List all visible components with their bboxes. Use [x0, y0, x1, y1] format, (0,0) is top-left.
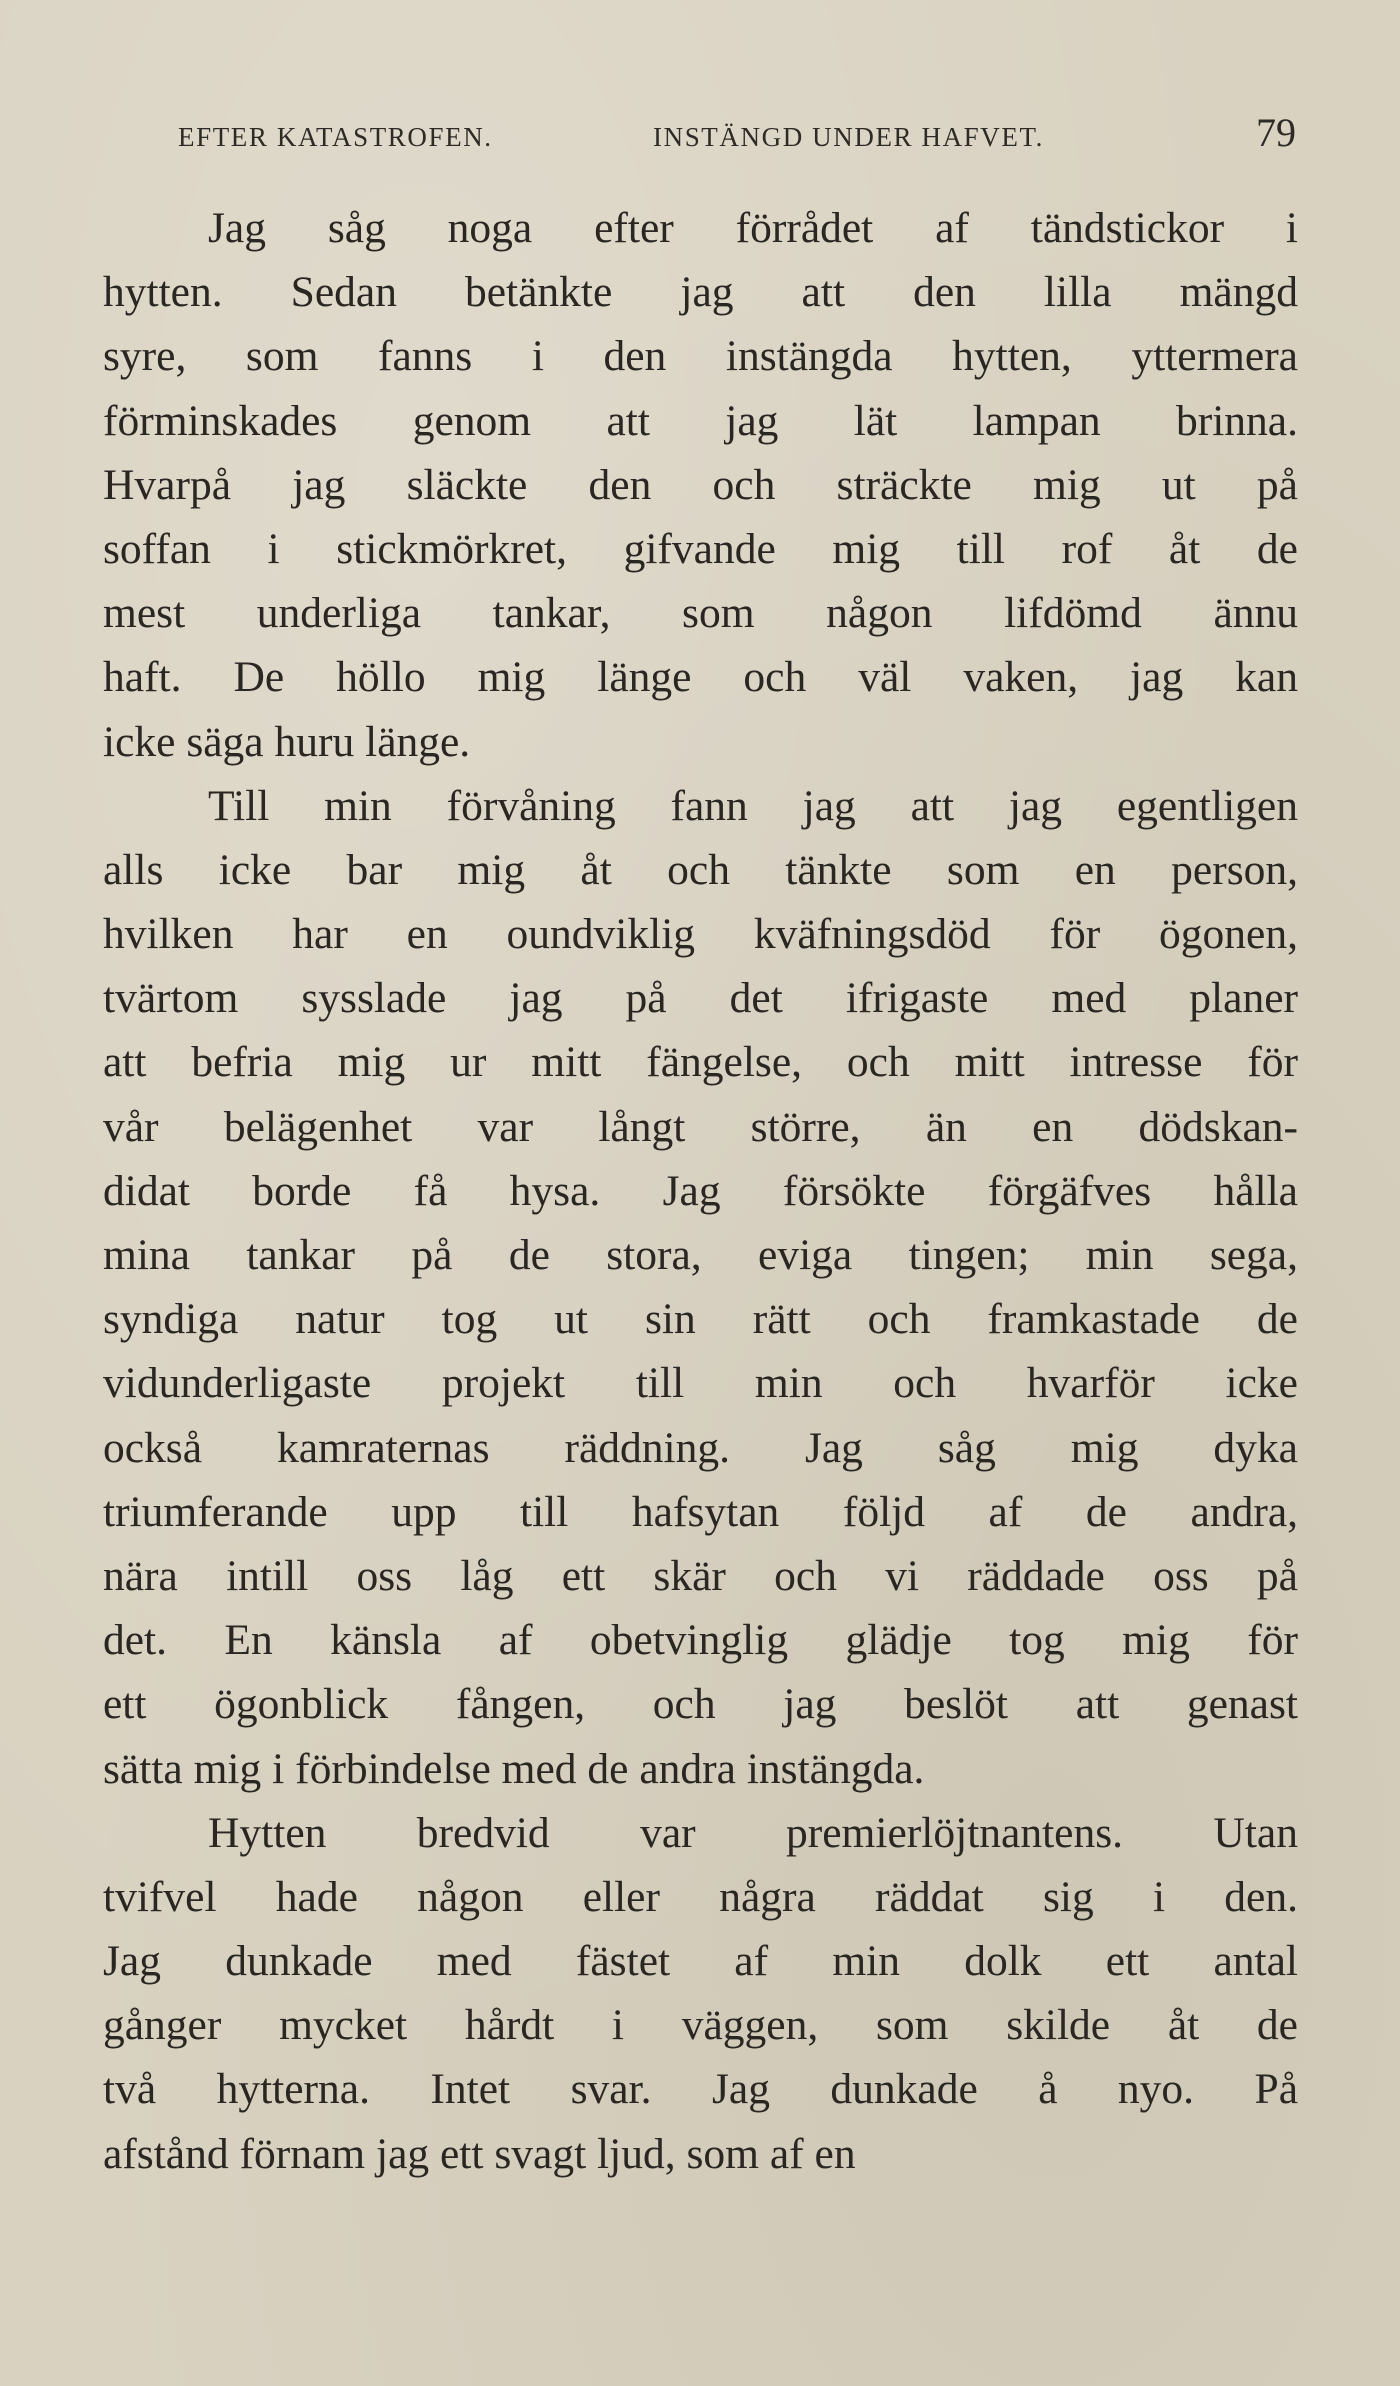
text-line: nära intill oss låg ett skär och vi räddade oss på [103, 1551, 1298, 1600]
text-line: vidunderligaste projekt till min och hvarför icke [103, 1359, 1298, 1408]
running-head-left: EFTER KATASTROFEN. [178, 122, 493, 152]
text-line: mina tankar på de stora, eviga tingen; min sega, [103, 1231, 1298, 1279]
text-line: Jag såg noga efter förrådet af tändstickor i [208, 204, 1298, 252]
paragraph [103, 774, 1298, 1801]
text-line: hvilken har en oundviklig kväfningsdöd för ögonen, [103, 910, 1298, 959]
text-line: det. En känsla af obetvinglig glädje tog mig för [103, 1616, 1298, 1665]
text-line: två hytterna. Intet svar. Jag dunkade å nyo. På [103, 2065, 1298, 2114]
running-head [178, 112, 1296, 162]
text-line: Hytten bredvid var premierlöjtnantens. Utan [208, 1808, 1298, 1857]
text-line: förminskades genom att jag lät lampan brinna. [103, 396, 1298, 445]
body-text [103, 196, 1298, 2186]
text-line: tvifvel hade någon eller några räddat sig i den. [103, 1872, 1298, 1921]
text-line: hytten. Sedan betänkte jag att den lilla mängd [103, 268, 1298, 317]
text-line: alls icke bar mig åt och tänkte som en person, [103, 845, 1298, 894]
text-line: mest underliga tankar, som någon lifdömd ännu [103, 589, 1298, 638]
text-line: att befria mig ur mitt fängelse, och mitt intresse för [103, 1038, 1298, 1087]
running-head-center: INSTÄNGD UNDER HAFVET. [653, 122, 1044, 152]
text-line: vår belägenhet var långt större, än en dödskan- [103, 1102, 1298, 1151]
text-line: syndiga natur tog ut sin rätt och framkastade de [103, 1295, 1298, 1344]
text-line: också kamraternas räddning. Jag såg mig dyka [103, 1423, 1298, 1472]
paragraph [103, 1801, 1298, 2186]
text-line: Jag dunkade med fästet af min dolk ett antal [103, 1937, 1298, 1986]
text-line: icke säga huru länge. [103, 717, 471, 766]
text-line: haft. De höllo mig länge och väl vaken, jag kan [103, 653, 1298, 702]
text-line: syre, som fanns i den instängda hytten, yttermera [103, 332, 1298, 381]
text-line: ett ögonblick fången, och jag beslöt att genast [103, 1680, 1298, 1729]
page-number: 79 [1256, 110, 1296, 155]
paragraph [103, 196, 1298, 774]
text-line: triumferande upp till hafsytan följd af de andra, [103, 1487, 1298, 1536]
text-line: sätta mig i förbindelse med de andra instängda. [103, 1744, 925, 1793]
text-line: gånger mycket hårdt i väggen, som skilde åt de [103, 2001, 1298, 2050]
text-line: soffan i stickmörkret, gifvande mig till rof åt de [103, 524, 1298, 573]
text-line: Hvarpå jag släckte den och sträckte mig ut på [103, 460, 1298, 509]
text-line: afstånd förnam jag ett svagt ljud, som af en [103, 2129, 856, 2178]
text-line: tvärtom sysslade jag på det ifrigaste med planer [103, 974, 1298, 1023]
text-line: didat borde få hysa. Jag försökte förgäfves hålla [103, 1166, 1298, 1215]
text-line: Till min förvåning fann jag att jag egentligen [208, 781, 1298, 830]
